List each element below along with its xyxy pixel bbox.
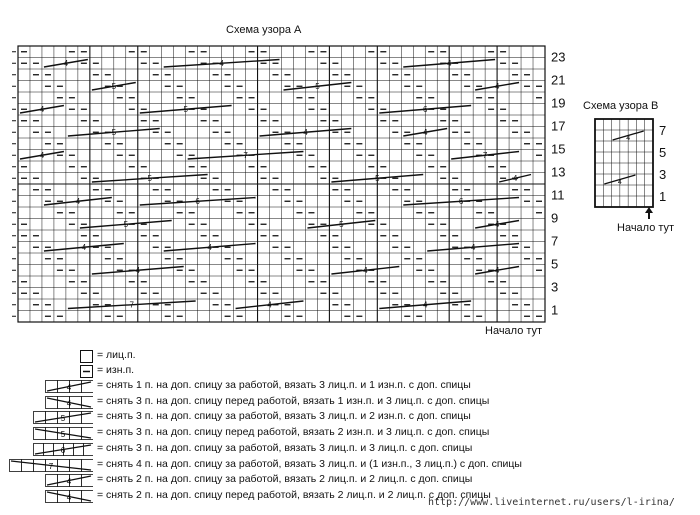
cable-number: 4 [494,266,500,275]
row-label: 21 [551,72,566,88]
cable-number: 7 [129,300,135,310]
legend-text: = снять 4 п. на доп. спицу за работой, вязать 3 лиц.п. и (1 изн.п., 3 лиц.п.) с доп. спицы [97,457,522,470]
cable-number: 4 [494,220,500,229]
row-label: 23 [551,49,566,65]
knit-symbol-icon [80,350,93,363]
svg-text:5: 5 [60,414,66,424]
row-label: 13 [551,164,566,180]
svg-text:6: 6 [60,445,66,455]
legend-text: = снять 3 п. на доп. спицу за работой, вязать 3 лиц.п. и 2 изн.п. с доп. спицы [97,410,471,423]
row-label: 1 [551,302,559,318]
cable-symbol-icon [33,427,93,440]
cable-number: 5 [315,82,320,91]
row-label: 7 [659,123,667,138]
legend-text: = снять 2 п. на доп. спицу перед работой, вязать 2 лиц.п. и 2 лиц.п. с доп. спицы [97,488,491,501]
row-label: 1 [659,189,667,204]
svg-text:5: 5 [60,430,66,440]
legend-row [0,473,700,488]
row-label: 19 [551,95,566,111]
cable-number: 5 [147,174,152,183]
cable-number: 4 [81,243,87,252]
legend-row [0,458,700,473]
cable-number: 4 [219,59,224,68]
cable-number: 4 [63,59,69,68]
cable-number: 4 [135,266,140,275]
cable-number: 6 [195,197,200,206]
legend-text: = снять 3 п. на доп. спицу перед работой, вязать 2 изн.п. и 3 лиц.п. с доп. спицы [97,426,490,439]
row-label: 17 [551,118,566,134]
legend-row [0,395,700,410]
row-label: 5 [659,145,667,160]
cable-number: 7 [482,151,488,160]
cable-symbol-icon [33,411,93,424]
purl-symbol-icon [80,365,93,378]
legend-row [0,410,700,425]
cable-number: 4 [267,300,272,310]
row-label: 7 [551,233,559,249]
cable-number: 4 [446,59,452,68]
cable-number: 6 [423,105,428,114]
cable-number: 5 [339,220,344,229]
svg-text:4: 4 [66,492,72,502]
cable-number: 4 [494,82,500,91]
svg-text:4: 4 [66,383,72,392]
cable-number: 4 [39,105,45,114]
cable-number: 4 [423,300,428,310]
cable-symbol-icon [33,443,93,456]
legend-row [0,426,700,441]
cable-number: 5 [123,220,129,229]
cable-symbol-icon [45,396,93,409]
legend-text: = снять 3 п. на доп. спицу перед работой, вязать 1 изн.п. и 3 лиц.п. с доп. спицы [97,394,490,407]
legend-row [0,349,700,364]
legend-text: = снять 2 п. на доп. спицу за работой, вязать 2 лиц.п. и 2 лиц.п. с доп. спицы [97,473,473,486]
cable-symbol-icon [45,490,93,503]
watermark: http://www.liveinternet.ru/users/l-irina/ [428,497,675,508]
legend-text: = изн.п. [97,364,135,376]
row-label: 15 [551,141,566,157]
cable-number: 7 [243,151,248,160]
legend-row [0,442,700,457]
legend-row [0,364,700,379]
cable-symbol-icon [9,459,93,472]
svg-text:4: 4 [66,398,72,408]
cable-number: 5 [183,105,188,114]
cable-number: 5 [375,174,380,183]
cable-number: 6 [458,197,464,206]
row-label: 3 [551,279,559,295]
cable-symbol-icon [45,474,93,487]
chart-a-start-label: Начало тут [485,325,543,337]
row-label: 5 [551,256,559,272]
svg-text:7: 7 [48,461,54,471]
row-label: 11 [551,187,565,203]
row-label: 3 [659,167,667,182]
legend-text: = снять 1 п. на доп. спицу за работой, вязать 3 лиц.п. и 1 изн.п. с доп. спицы [97,379,471,391]
chart-a-title: Схема узора А [226,24,302,36]
cable-symbol-icon [45,380,93,393]
svg-text:4: 4 [66,477,72,487]
cable-number: 4 [512,174,518,183]
cable-number: 5 [111,128,117,137]
legend-text: = лиц.п. [97,349,136,361]
cable-number: 4 [39,151,45,160]
cable-number: 4 [617,179,622,186]
legend-row [0,379,700,394]
row-label: 9 [551,210,559,226]
cable-number: 4 [363,266,368,275]
cable-number: 4 [470,243,476,252]
cable-number: 4 [303,128,308,137]
cable-number: 4 [75,197,81,206]
chart-b-start-label: Начало тут [617,222,675,234]
cable-number: 4 [626,135,631,142]
cable-number: 4 [423,128,428,137]
legend-text: = снять 3 п. на доп. спицу за работой, вязать 3 лиц.п. и 3 лиц.п. с доп. спицы [97,441,473,454]
chart-b-title: Схема узора В [583,100,659,112]
cable-number: 4 [207,243,212,252]
cable-number: 5 [111,82,117,91]
